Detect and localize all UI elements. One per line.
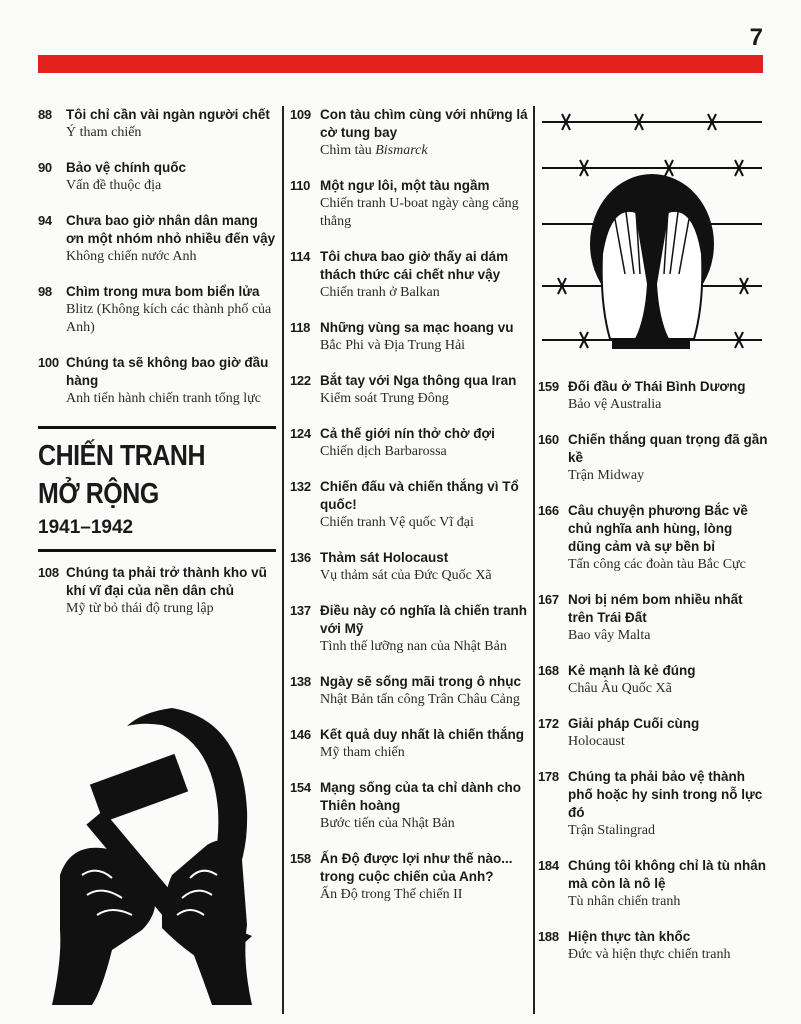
entry-subtitle-text: Kiểm soát Trung Đông: [320, 391, 449, 406]
entry-title: Những vùng sa mạc hoang vu: [320, 320, 514, 335]
page-ref-number: 138: [290, 674, 311, 689]
hammer-sickle-illustration: [42, 700, 260, 1005]
column-divider: [533, 106, 535, 1014]
toc-entry: [538, 502, 768, 574]
toc-entry: [538, 768, 768, 840]
entry-subtitle: [320, 691, 530, 709]
column-divider: [282, 106, 284, 1014]
entry-title: Bắt tay với Nga thông qua Iran: [320, 373, 517, 388]
entry-title: Chiến đấu và chiến thắng vì Tổ quốc!: [320, 479, 519, 512]
toc-entry: [290, 248, 530, 302]
entry-subtitle-text: Ấn Độ trong Thế chiến II: [320, 887, 463, 902]
page-ref-number: 184: [538, 858, 559, 873]
entry-title: Nơi bị ném bom nhiều nhất trên Trái Đất: [568, 592, 743, 625]
page-ref-number: 137: [290, 603, 311, 618]
toc-entry: [290, 319, 530, 355]
entry-subtitle: [568, 822, 768, 840]
entry-title: Đối đầu ở Thái Bình Dương: [568, 379, 746, 394]
toc-entry: [290, 779, 530, 833]
entry-subtitle: [66, 390, 276, 408]
toc-entry: [290, 673, 530, 709]
entry-subtitle-text: Nhật Bản tấn công Trân Châu Cảng: [320, 692, 520, 707]
toc-entry: [38, 354, 276, 408]
entry-subtitle: [320, 337, 530, 355]
toc-entry: [290, 425, 530, 461]
entry-title: Điều này có nghĩa là chiến tranh với Mỹ: [320, 603, 528, 636]
section-years: 1941–1942: [38, 517, 134, 538]
toc-entry: [290, 850, 530, 904]
toc-entry: [38, 283, 276, 337]
entry-subtitle-text: Tình thế lưỡng nan của Nhật Bản: [320, 639, 507, 654]
page-ref-number: 108: [38, 565, 59, 580]
entry-subtitle-text: Chiến tranh Vệ quốc Vĩ đại: [320, 515, 474, 530]
entry-subtitle-text: Holocaust: [568, 734, 625, 749]
page-ref-number: 154: [290, 780, 311, 795]
entry-title: Kẻ mạnh là kẻ đúng: [568, 663, 696, 678]
page-ref-number: 109: [290, 107, 311, 122]
page-number: 7: [749, 24, 763, 51]
page-ref-number: 118: [290, 320, 311, 335]
page-ref-number: 146: [290, 727, 311, 742]
entry-subtitle: [320, 284, 530, 302]
entry-title: Cả thế giới nín thở chờ đợi: [320, 426, 495, 441]
entry-subtitle: [568, 946, 768, 964]
entry-subtitle: [568, 627, 768, 645]
entry-subtitle-text: Mỹ từ bỏ thái độ trung lập: [66, 601, 214, 616]
page-ref-number: 166: [538, 503, 559, 518]
accent-bar: [38, 55, 763, 73]
toc-entry: [38, 159, 276, 195]
entry-title: Bảo vệ chính quốc: [66, 160, 187, 175]
entry-subtitle-text: Ý tham chiến: [66, 125, 142, 140]
page-ref-number: 88: [38, 107, 52, 122]
page-ref-number: 90: [38, 160, 52, 175]
page-ref-number: 159: [538, 379, 559, 394]
entry-subtitle-text: Đức và hiện thực chiến tranh: [568, 947, 731, 962]
entry-title: Tôi chưa bao giờ thấy ai dám thách thức cái chết như vậy: [320, 249, 509, 282]
entry-title: Kết quả duy nhất là chiến thắng: [320, 727, 525, 742]
toc-column-1: [38, 106, 276, 635]
entry-title: Giải pháp Cuối cùng: [568, 716, 700, 731]
entry-subtitle: [568, 733, 768, 751]
entry-subtitle-text: Bắc Phi và Địa Trung Hải: [320, 338, 466, 353]
entry-title: Thảm sát Holocaust: [320, 550, 449, 565]
entry-subtitle: [320, 514, 530, 532]
entry-subtitle: [320, 443, 530, 461]
entry-subtitle: [320, 886, 530, 904]
entry-subtitle: [320, 567, 530, 585]
toc-column-2: [290, 106, 530, 921]
entry-subtitle: [568, 893, 768, 911]
entry-title: Chúng ta sẽ không bao giờ đầu hàng: [66, 355, 269, 388]
entry-subtitle: [66, 124, 276, 142]
page-ref-number: 188: [538, 929, 559, 944]
toc-entry: [290, 726, 530, 762]
entry-subtitle: [568, 556, 768, 574]
page-ref-number: 110: [290, 178, 311, 193]
entry-subtitle-text: Bước tiến của Nhật Bản: [320, 816, 455, 831]
entry-subtitle-text: Bao vây Malta: [568, 628, 651, 643]
page-ref-number: 124: [290, 426, 311, 441]
entry-title: Chúng tôi không chỉ là tù nhân mà còn là nô lệ: [568, 858, 766, 891]
entry-title: Ngày sẽ sống mãi trong ô nhục: [320, 674, 522, 689]
toc-entry: [290, 177, 530, 231]
entry-subtitle-text: Vụ thảm sát của Đức Quốc Xã: [320, 568, 492, 583]
page-ref-number: 168: [538, 663, 559, 678]
entry-subtitle-text: Bảo vệ Australia: [568, 397, 662, 412]
entry-subtitle: [568, 396, 768, 414]
page-ref-number: 122: [290, 373, 311, 388]
toc-entry: [290, 602, 530, 656]
entry-title: Mạng sống của ta chỉ dành cho Thiên hoàng: [320, 780, 522, 813]
entry-subtitle: [66, 248, 276, 266]
entry-subtitle-text: Châu Âu Quốc Xã: [568, 681, 672, 696]
entry-subtitle-text: Vấn đề thuộc địa: [66, 178, 162, 193]
entry-subtitle: [568, 680, 768, 698]
page-ref-number: 98: [38, 284, 52, 299]
entry-title: Chúng ta phải trở thành kho vũ khí vĩ đại của nền dân chủ: [66, 565, 267, 598]
toc-entry: [538, 928, 768, 964]
page-ref-number: 100: [38, 355, 59, 370]
toc-entry: [290, 549, 530, 585]
toc-entry: [290, 372, 530, 408]
toc-entry: [538, 715, 768, 751]
page-ref-number: 167: [538, 592, 559, 607]
barbed-wire-prisoner-illustration: [540, 104, 765, 366]
toc-column-3: [538, 378, 768, 981]
entry-subtitle-text: Chiến tranh ở Balkan: [320, 285, 440, 300]
entry-subtitle: [320, 390, 530, 408]
toc-entry: [538, 857, 768, 911]
entry-subtitle: [568, 467, 768, 485]
entry-title: Câu chuyện phương Bắc về chủ nghĩa anh hùng, lòng dũng cảm và sự bền bỉ: [568, 503, 748, 554]
entry-subtitle: [320, 744, 530, 762]
toc-entry: [538, 662, 768, 698]
entry-title: Một ngư lôi, một tàu ngầm: [320, 178, 490, 193]
entry-title: Chiến thắng quan trọng đã gần kề: [568, 432, 768, 465]
entry-subtitle-text: Trận Midway: [568, 468, 645, 483]
entry-title: Ấn Độ được lợi như thế nào... trong cuộc chiến của Anh?: [320, 851, 513, 884]
entry-subtitle-text: Mỹ tham chiến: [320, 745, 405, 760]
entry-subtitle-text: Tấn công các đoàn tàu Bắc Cực: [568, 557, 746, 572]
entry-subtitle: [320, 142, 530, 160]
entry-title: Chúng ta phải bảo vệ thành phố hoặc hy sinh trong nỗ lực đó: [568, 769, 763, 820]
entry-subtitle-text: Anh tiến hành chiến tranh tổng lực: [66, 391, 261, 406]
section-title-line1: CHIẾN TRANH: [38, 440, 206, 472]
toc-entry: [290, 106, 530, 160]
entry-subtitle: [66, 177, 276, 195]
page-ref-number: 94: [38, 213, 52, 228]
toc-entry: [538, 431, 768, 485]
page-ref-number: 114: [290, 249, 311, 264]
entry-title: Chưa bao giờ nhân dân mang ơn một nhóm nhỏ nhiều đến vậy: [66, 213, 276, 246]
toc-entry: [38, 106, 276, 142]
section-header: [38, 426, 276, 552]
entry-subtitle: [320, 638, 530, 656]
page-ref-number: 178: [538, 769, 559, 784]
entry-subtitle-text: Chiến tranh U-boat ngày càng căng thẳng: [320, 196, 519, 229]
page-ref-number: 158: [290, 851, 311, 866]
entry-subtitle-text: Chiến dịch Barbarossa: [320, 444, 447, 459]
section-title-line2: MỞ RỘNG: [38, 478, 159, 510]
page-ref-number: 172: [538, 716, 559, 731]
entry-subtitle-text: Trận Stalingrad: [568, 823, 655, 838]
entry-subtitle: [66, 600, 276, 618]
entry-subtitle: [320, 195, 530, 231]
page-ref-number: 136: [290, 550, 311, 565]
page-ref-number: 132: [290, 479, 311, 494]
entry-subtitle: [66, 301, 276, 337]
entry-subtitle-text: Tù nhân chiến tranh: [568, 894, 681, 909]
toc-entry: [538, 378, 768, 414]
entry-subtitle-text: Blitz (Không kích các thành phố của Anh): [66, 302, 272, 335]
entry-title: Chìm trong mưa bom biển lửa: [66, 284, 260, 299]
entry-subtitle: [320, 815, 530, 833]
entry-title: Tôi chỉ cần vài ngàn người chết: [66, 107, 270, 122]
entry-subtitle-italic: Bismarck: [375, 143, 428, 158]
entry-subtitle-text: Chìm tàu: [320, 143, 372, 158]
entry-title: Hiện thực tàn khốc: [568, 929, 691, 944]
page-ref-number: 160: [538, 432, 559, 447]
entry-subtitle-text: Không chiến nước Anh: [66, 249, 197, 264]
toc-entry: [290, 478, 530, 532]
toc-entry: [38, 564, 276, 618]
toc-entry: [538, 591, 768, 645]
entry-title: Con tàu chìm cùng với những lá cờ tung bay: [320, 107, 528, 140]
toc-entry: [38, 212, 276, 266]
